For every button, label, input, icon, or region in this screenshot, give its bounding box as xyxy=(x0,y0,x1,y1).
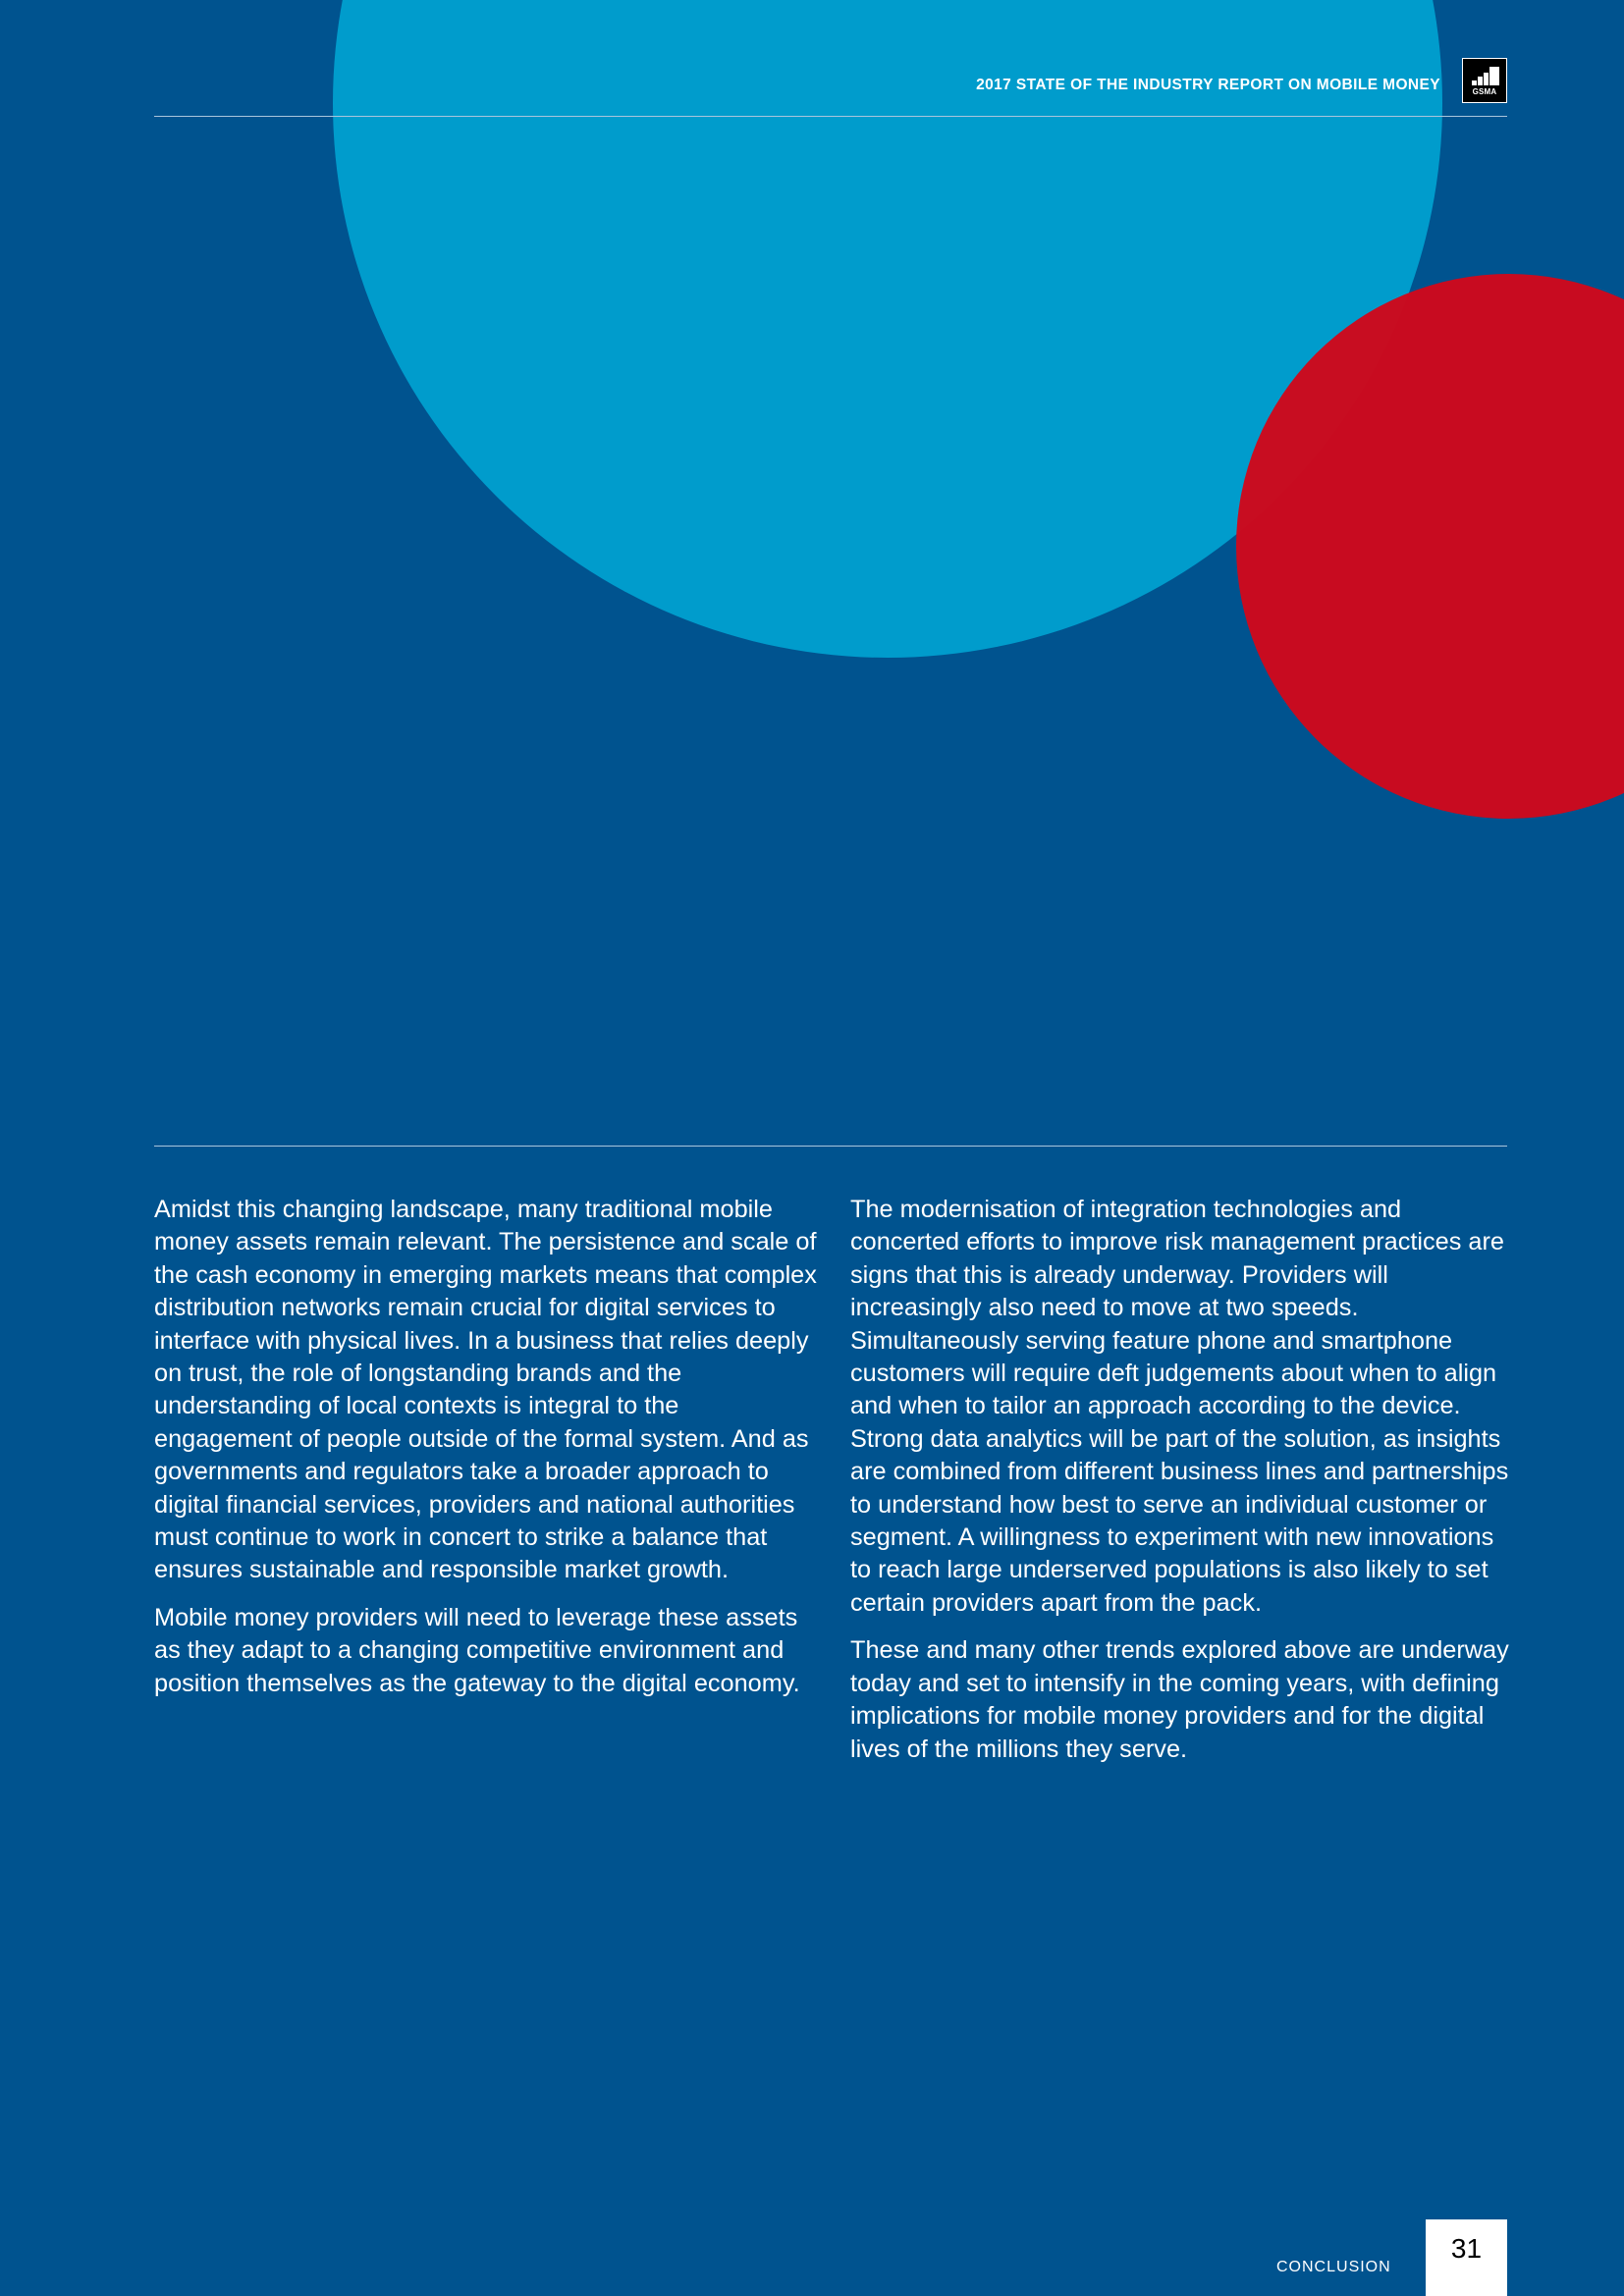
right-column xyxy=(850,1194,1510,1781)
paragraph: These and many other trends explored above are underway today and set to intensify in the coming years, with defining implications for mobile money providers and for the digital lives of the millions they serve. xyxy=(850,1636,1509,1763)
left-column xyxy=(154,1194,818,1715)
report-title: 2017 STATE OF THE INDUSTRY REPORT ON MOBILE MONEY xyxy=(976,77,1440,93)
page-number-box xyxy=(1426,2219,1507,2296)
paragraph: Mobile money providers will need to leverage these assets as they adapt to a changing competitive environment and position themselves as the gateway to the digital economy. xyxy=(154,1603,800,1697)
header-divider xyxy=(154,116,1507,117)
paragraph: The modernisation of integration technologies and concerted efforts to improve risk management practices are signs that this is already underway. Providers will increasingly also need to move at two speeds. Simultaneously serving feature phone and smartphone customers will require deft judgements about when to align and when to tailor an approach according to the device. Strong data analytics will be part of the solution, as insights are combined from different business lines and partnerships to understand how best to serve an individual customer or segment. A willingness to experiment with new innovations to reach large underserved populations is also likely to set certain providers apart from the pack. xyxy=(850,1196,1509,1617)
paragraph: Amidst this changing landscape, many traditional mobile money assets remain relevant. The persistence and scale of the cash economy in emerging markets means that complex distribution networks remain crucial for digital services to interface with physical lives. In a business that relies deeply on trust, the role of longstanding brands and the understanding of local contexts is integral to the engagement of people outside of the formal system. And as governments and regulators take a broader approach to digital financial services, providers and national authorities must continue to work in concert to strike a balance that ensures sustainable and responsible market growth. xyxy=(154,1196,817,1584)
signal-bars-icon xyxy=(1472,66,1499,85)
page-number: 31 xyxy=(1450,2233,1483,2264)
logo-text: GSMA xyxy=(1472,87,1497,96)
page-header xyxy=(154,56,1507,115)
gsma-logo-icon xyxy=(1462,58,1507,103)
content-divider xyxy=(154,1146,1507,1147)
section-label: CONCLUSION xyxy=(1276,2259,1391,2275)
